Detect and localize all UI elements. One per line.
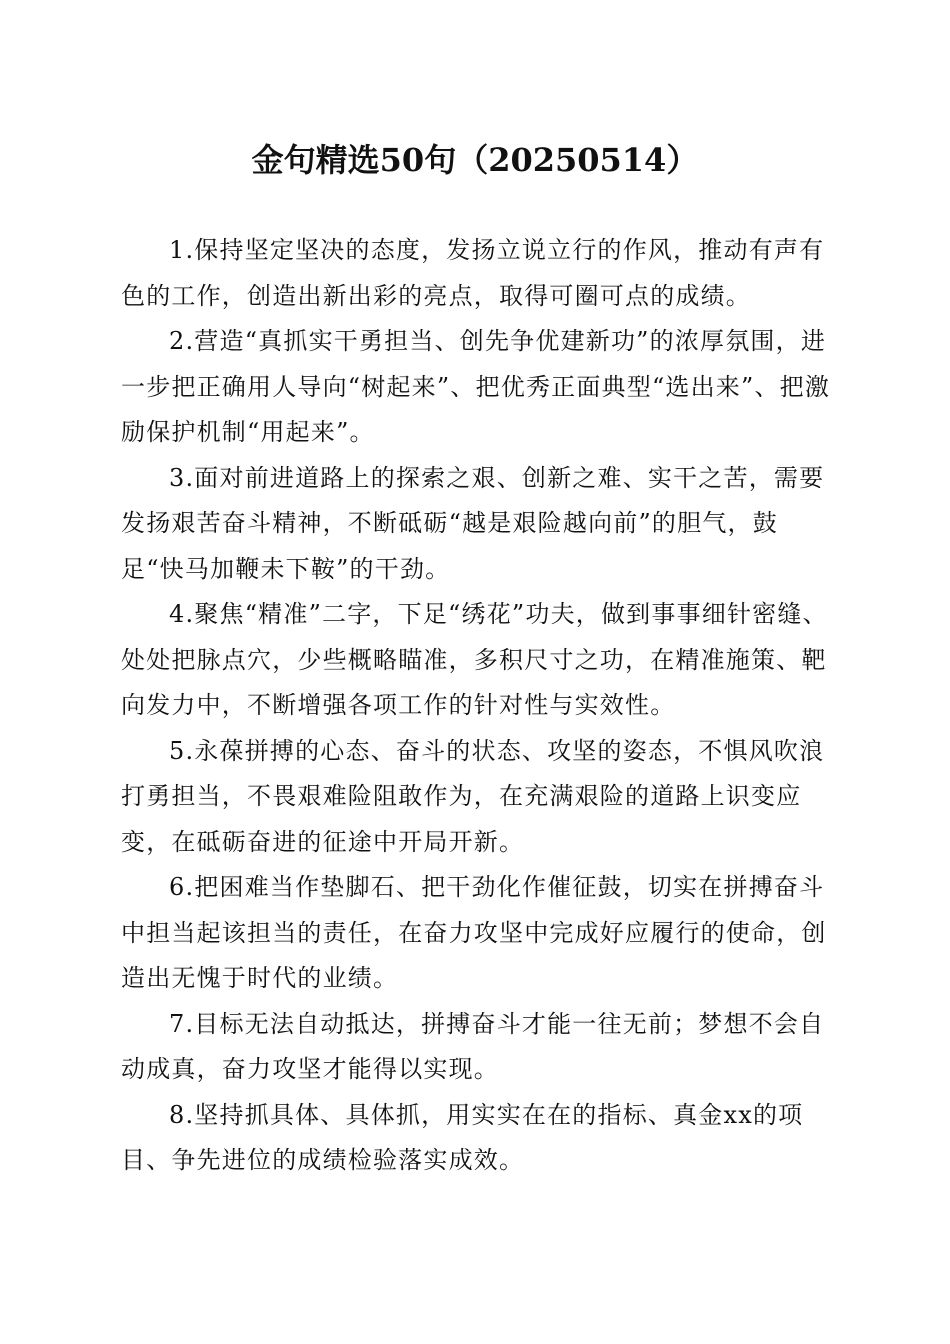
paragraph-3: 3.面对前进道路上的探索之艰、创新之难、实干之苦，需要发扬艰苦奋斗精神，不断砥砺“越是艰险越向前”的胆气，鼓足“快马加鞭未下鞍”的干劲。	[121, 463, 825, 583]
paragraph-4: 4.聚焦“精准”二字，下足“绣花”功夫，做到事事细针密缝、处处把脉点穴，少些概略瞄准，多积尺寸之功，在精准施策、靶向发力中，不断增强各项工作的针对性与实效性。	[121, 600, 828, 719]
paragraph-5: 5.永葆拼搏的心态、奋斗的状态、攻坚的姿态，不惧风吹浪打勇担当，不畏艰难险阻敢作为，在充满艰险的道路上识变应变，在砥砺奋进的征途中开局开新。	[121, 736, 825, 856]
paragraph-7: 7.目标无法自动抵达，拼搏奋斗才能一往无前；梦想不会自动成真，奋力攻坚才能得以实现。	[121, 1009, 825, 1083]
paragraph-2: 2.营造“真抓实干勇担当、创先争优建新功”的浓厚氛围，进一步把正确用人导向“树起来”、把优秀正面典型“选出来”、把激励保护机制“用起来”。	[121, 327, 831, 446]
paragraph-6: 6.把困难当作垫脚石、把干劲化作催征鼓，切实在拼搏奋斗中担当起该担当的责任，在奋力攻坚中完成好应履行的使命，创造出无愧于时代的业绩。	[121, 873, 827, 992]
document-body	[121, 228, 833, 1184]
page-title: 金句精选50句（20250514）	[251, 141, 699, 179]
paragraph-8: 8.坚持抓具体、具体抓，用实实在在的指标、真金xx的项目、争先进位的成绩检验落实成效。	[121, 1100, 804, 1174]
paragraph-1: 1.保持坚定坚决的态度，发扬立说立行的作风，推动有声有色的工作，创造出新出彩的亮点，取得可圈可点的成绩。	[121, 236, 825, 310]
